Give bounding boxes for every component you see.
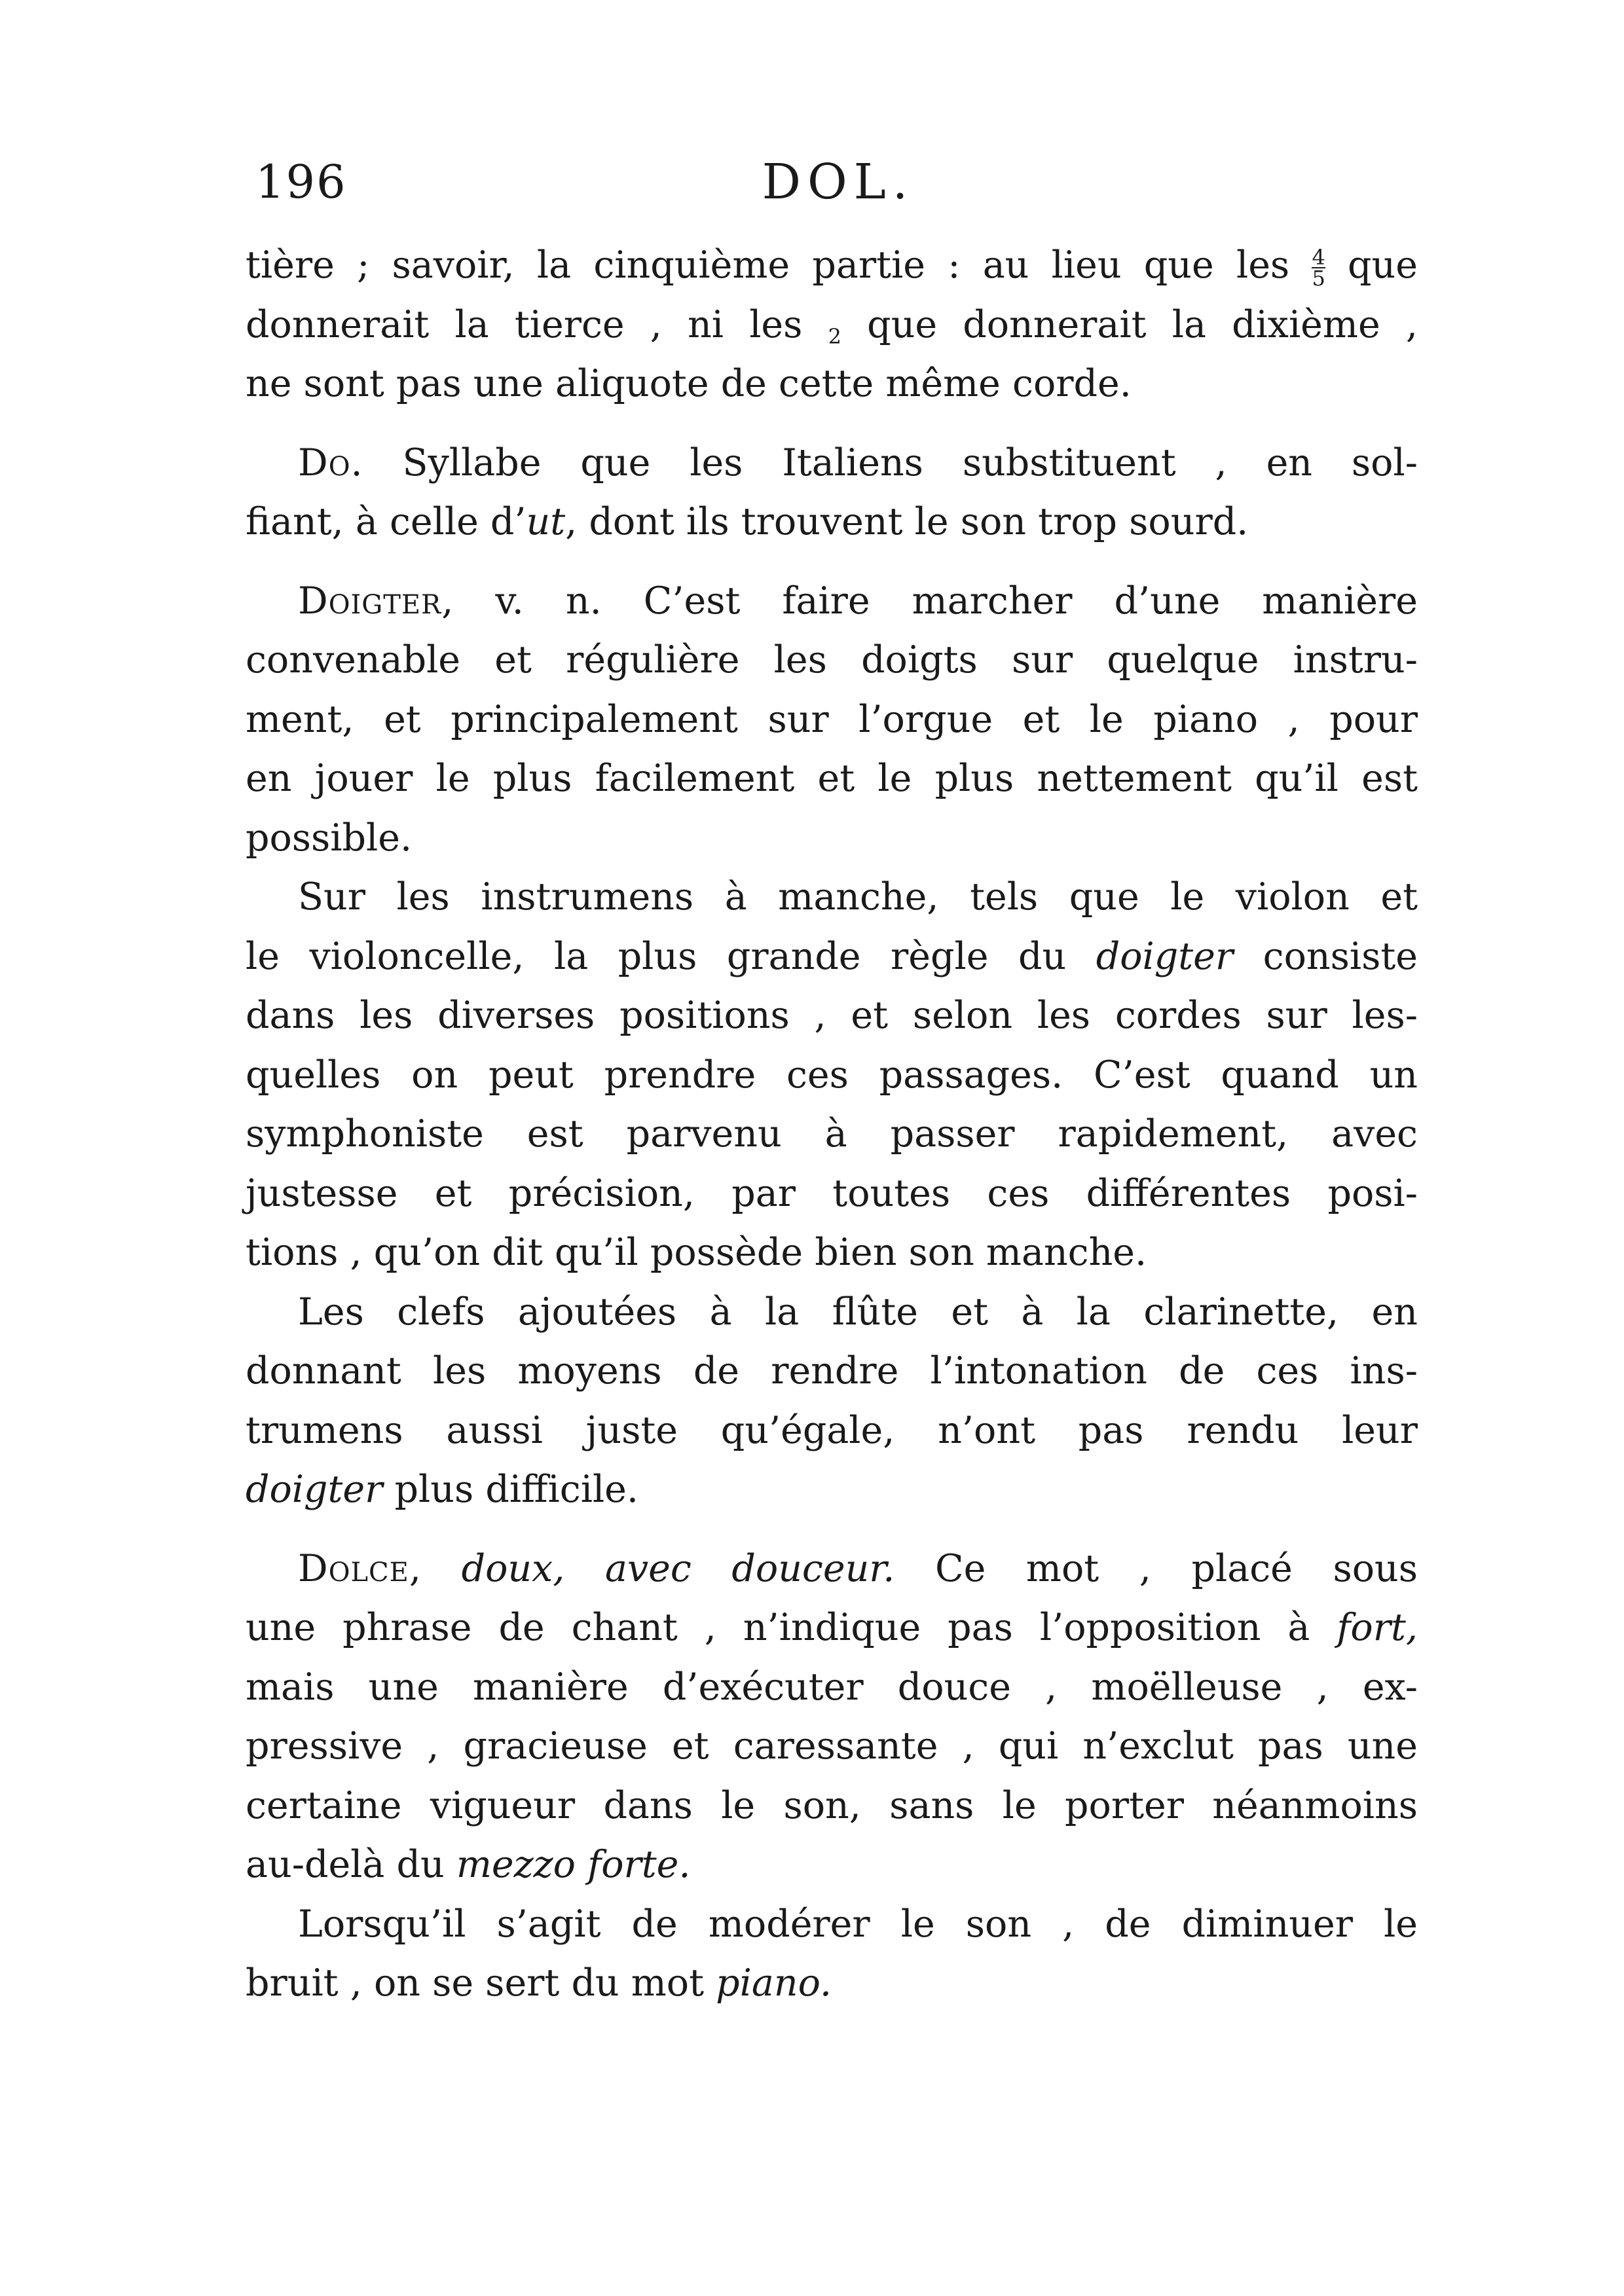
- italic-term: fort,: [1337, 1606, 1418, 1649]
- entry-doigter: [246, 572, 1418, 868]
- entry-dolce: [246, 1539, 1418, 1895]
- text-segment: au-delà du: [246, 1843, 445, 1886]
- paragraph: [246, 867, 1418, 1283]
- text-line: Les clefs ajoutées à la flûte et à la clarinette, en: [298, 1290, 1418, 1334]
- text-line: Sur les instrumens à manche, tels que le violon et: [298, 875, 1418, 919]
- italic-term: ut: [526, 500, 566, 543]
- text-line: dans les diverses positions , et selon les cordes sur les-: [246, 994, 1418, 1037]
- entry-headword: Do.: [298, 441, 363, 484]
- paragraph-continuation: [246, 236, 1418, 414]
- italic-term: doux, avec douceur.: [461, 1546, 895, 1590]
- text-line: [246, 295, 1418, 355]
- text-line: tions , qu’on dit qu’il possède bien son manche.: [246, 1231, 1147, 1274]
- text-line: convenable et régulière les doigts sur quelque instru-: [246, 638, 1418, 682]
- fraction-numerator: 4: [1312, 244, 1325, 270]
- text-line: mais une manière d’exécuter douce , moëlleuse , ex-: [246, 1665, 1418, 1709]
- text-line: possible.: [246, 816, 413, 860]
- text-line: donnant les moyens de rendre l’intonation de ces ins-: [246, 1349, 1418, 1393]
- fraction: [1312, 244, 1325, 291]
- text-line: quelles on peut prendre ces passages. C’est quand un: [246, 1053, 1418, 1097]
- fraction-denominator: 5: [1312, 265, 1325, 291]
- text-line: [246, 1460, 1418, 1520]
- text-segment: donnerait la tierce , ni les: [246, 302, 803, 346]
- page-number: 196: [255, 155, 347, 209]
- text-segment: Syllabe que les Italiens substituent , en sol-: [402, 441, 1418, 484]
- entry-headword: Dolce: [298, 1546, 409, 1590]
- text-segment: que donnerait la dixième ,: [867, 302, 1418, 346]
- text-line: [246, 492, 1418, 552]
- text-segment: , dont ils trouvent le son trop sourd.: [565, 500, 1249, 543]
- text-segment: plus difficile.: [394, 1468, 639, 1511]
- text-segment: le violoncelle, la plus grande règle du: [246, 934, 1067, 978]
- text-line: [246, 572, 1418, 631]
- text-line: justesse et précision, par toutes ces différentes posi-: [246, 1171, 1418, 1215]
- text-segment: fiant, à celle d’: [246, 500, 526, 543]
- text-line: Lorsqu’il s’agit de modérer le son , de diminuer le: [298, 1902, 1418, 1946]
- text-line: ne sont pas une aliquote de cette même corde.: [246, 362, 1132, 405]
- text-segment: Ce mot , placé sous: [934, 1546, 1418, 1590]
- text-line: pressive , gracieuse et caressante , qui n’exclut pas une: [246, 1724, 1418, 1768]
- text-segment: bruit , on se sert du mot: [246, 1961, 705, 2005]
- entry-do: [246, 433, 1418, 552]
- running-head: [255, 149, 1421, 228]
- subscript-numeral: 2: [828, 323, 841, 349]
- text-segment: que: [1348, 244, 1418, 287]
- entry-headword: Doigter: [298, 579, 442, 623]
- text-line: [246, 236, 1418, 295]
- text-line: [246, 433, 1418, 493]
- text-line: [246, 1954, 1418, 2013]
- text-line: [246, 1835, 1418, 1895]
- text-segment: une phrase de chant , n’indique pas l’opposition à: [246, 1606, 1310, 1649]
- text-line: certaine vigueur dans le son, sans le porter néanmoins: [246, 1783, 1418, 1827]
- text-line: [246, 1539, 1418, 1599]
- text-segment: ,: [409, 1546, 421, 1590]
- text-line: ment, et principalement sur l’orgue et le piano , pour: [246, 697, 1418, 741]
- text-segment: C’est faire marcher d’une manière: [643, 579, 1418, 623]
- grammar-label: , v. n.: [441, 579, 602, 623]
- text-segment: consiste: [1263, 934, 1418, 978]
- paragraph: [246, 1895, 1418, 2013]
- text-line: en jouer le plus facilement et le plus nettement qu’il est: [246, 757, 1418, 800]
- text-segment: tière ; savoir, la cinquième partie : au lieu que les: [246, 244, 1290, 287]
- italic-term: doigter: [1096, 934, 1234, 978]
- text-line: [246, 1598, 1418, 1658]
- text-line: [246, 927, 1418, 987]
- paragraph: [246, 1283, 1418, 1520]
- italic-term: doigter: [246, 1468, 383, 1511]
- italic-term: piano.: [716, 1961, 832, 2005]
- text-line: trumens aussi juste qu’égale, n’ont pas rendu leur: [246, 1408, 1418, 1452]
- text-block: [246, 236, 1418, 2013]
- italic-term: mezzo forte.: [456, 1843, 691, 1886]
- text-line: symphoniste est parvenu à passer rapidement, avec: [246, 1112, 1418, 1156]
- head-word: DOL.: [762, 154, 915, 210]
